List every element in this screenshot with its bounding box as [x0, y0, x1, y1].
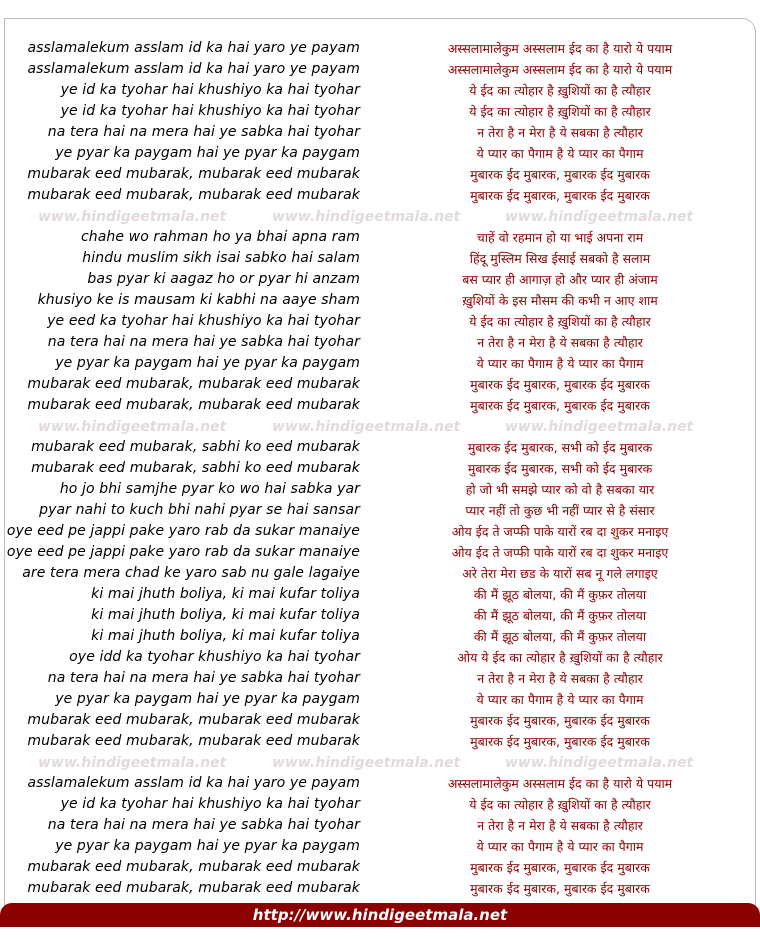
lyric-line-hindi: की मैं झूठ बोलया, की मैं कुफ़र तोलया: [473, 587, 647, 602]
lyric-row: [0, 290, 760, 311]
lyric-line-hindi: प्यार नहीं तो कुछ भी नहीं प्यार से है संसार: [465, 503, 655, 518]
lyric-line-hindi: की मैं झूठ बोलया, की मैं कुफ़र तोलया: [473, 629, 647, 644]
lyric-row: [0, 395, 760, 416]
lyric-line-english: asslamalekum asslam id ka hai yaro ye payam: [27, 40, 360, 56]
lyric-row: [0, 101, 760, 122]
bottom-strip: [0, 927, 760, 939]
footer-url-link[interactable]: http://www.hindigeetmala.net: [252, 906, 508, 924]
lyric-line-english: ye id ka tyohar hai khushiyo ka hai tyohar: [60, 82, 360, 98]
lyric-line-hindi: ये प्यार का पैगाम है ये प्यार का पैगाम: [476, 839, 644, 854]
lyric-line-english: ye pyar ka paygam hai ye pyar ka paygam: [55, 838, 360, 854]
lyric-row: [0, 605, 760, 626]
lyric-line-english: ki mai jhuth boliya, ki mai kufar toliya: [91, 628, 360, 644]
lyric-line-english: ho jo bhi samjhe pyar ko wo hai sabka yar: [59, 481, 360, 497]
lyric-row: [0, 731, 760, 752]
lyric-line-english: mubarak eed mubarak, sabhi ko eed mubarak: [31, 439, 360, 455]
lyric-row: [0, 80, 760, 101]
lyric-line-hindi: अस्सलामालेकुम अस्सलाम ईद का है यारो ये पयाम: [447, 41, 673, 56]
lyric-line-english: asslamalekum asslam id ka hai yaro ye payam: [27, 775, 360, 791]
watermark-text: www.hindigeetmala.net: [272, 419, 461, 435]
lyric-line-hindi: मुबारक ईद मुबारक, मुबारक ईद मुबारक: [470, 713, 650, 728]
lyric-line-hindi: मुबारक ईद मुबारक, मुबारक ईद मुबारक: [470, 881, 650, 896]
watermark-text: www.hindigeetmala.net: [272, 755, 461, 771]
lyric-line-english: ye pyar ka paygam hai ye pyar ka paygam: [55, 691, 360, 707]
lyric-row: [0, 878, 760, 899]
lyric-line-english: oye eed pe jappi pake yaro rab da sukar manaiye: [6, 523, 360, 539]
watermark-text: www.hindigeetmala.net: [505, 209, 694, 225]
lyric-line-hindi: ओय ईद ते जप्फी पाके यारों रब दा शुकर मनाइए: [451, 545, 669, 560]
lyric-line-hindi: न तेरा है न मेरा है ये सबका है त्यौहार: [477, 125, 643, 140]
watermark-text: www.hindigeetmala.net: [38, 755, 227, 771]
lyric-line-hindi: मुबारक ईद मुबारक, मुबारक ईद मुबारक: [470, 377, 650, 392]
lyric-line-english: mubarak eed mubarak, sabhi ko eed mubarak: [31, 460, 360, 476]
lyric-line-hindi: हिंदू मुस्लिम सिख ईसाई सबको है सलाम: [469, 251, 651, 266]
lyric-line-hindi: अरे तेरा मेरा छड के यारों सब नू गले लगाइए: [462, 566, 658, 581]
lyric-line-hindi: न तेरा है न मेरा है ये सबका है त्यौहार: [477, 818, 643, 833]
lyric-row: [0, 248, 760, 269]
lyric-line-english: ye eed ka tyohar hai khushiyo ka hai tyohar: [47, 313, 360, 329]
lyric-row: [0, 38, 760, 59]
lyric-line-english: oye eed pe jappi pake yaro rab da sukar manaiye: [6, 544, 360, 560]
lyric-row: [0, 836, 760, 857]
lyric-line-hindi: मुबारक ईद मुबारक, मुबारक ईद मुबारक: [470, 167, 650, 182]
lyric-row: [0, 143, 760, 164]
lyric-row: [0, 437, 760, 458]
lyric-row: [0, 311, 760, 332]
lyric-line-english: mubarak eed mubarak, mubarak eed mubarak: [27, 733, 360, 749]
lyric-line-hindi: ये ईद का त्योहार है ख़ुशियों का है त्यौहार: [469, 797, 651, 812]
watermark-text: www.hindigeetmala.net: [272, 209, 461, 225]
lyric-row: [0, 584, 760, 605]
lyric-line-hindi: हो जो भी समझे प्यार को वो है सबका यार: [465, 482, 655, 497]
lyric-line-hindi: ये प्यार का पैगाम है ये प्यार का पैगाम: [476, 356, 644, 371]
lyric-row: [0, 353, 760, 374]
watermark-text: www.hindigeetmala.net: [505, 755, 694, 771]
watermark-row: [0, 207, 760, 227]
lyric-line-hindi: मुबारक ईद मुबारक, मुबारक ईद मुबारक: [470, 188, 650, 203]
lyric-row: [0, 689, 760, 710]
lyric-line-hindi: की मैं झूठ बोलया, की मैं कुफ़र तोलया: [473, 608, 647, 623]
lyric-line-english: na tera hai na mera hai ye sabka hai tyohar: [47, 124, 360, 140]
lyric-line-hindi: ये ईद का त्योहार है ख़ुशियों का है त्यौहार: [469, 104, 651, 119]
lyric-row: [0, 500, 760, 521]
lyric-row: [0, 227, 760, 248]
lyric-row: [0, 374, 760, 395]
lyric-line-hindi: ख़ुशियों के इस मौसम की कभी न आए शाम: [462, 293, 658, 308]
lyric-line-english: mubarak eed mubarak, mubarak eed mubarak: [27, 376, 360, 392]
lyric-line-hindi: मुबारक ईद मुबारक, मुबारक ईद मुबारक: [470, 398, 650, 413]
lyric-line-hindi: ये प्यार का पैगाम है ये प्यार का पैगाम: [476, 146, 644, 161]
lyric-line-hindi: मुबारक ईद मुबारक, मुबारक ईद मुबारक: [470, 734, 650, 749]
lyric-line-hindi: बस प्यार ही आगाज़ हो और प्यार ही अंजाम: [462, 272, 658, 287]
lyric-row: [0, 710, 760, 731]
lyric-row: [0, 626, 760, 647]
lyric-row: [0, 521, 760, 542]
lyric-line-hindi: अस्सलामालेकुम अस्सलाम ईद का है यारो ये पयाम: [447, 776, 673, 791]
lyric-row: [0, 269, 760, 290]
lyric-row: [0, 773, 760, 794]
lyric-line-english: na tera hai na mera hai ye sabka hai tyohar: [47, 817, 360, 833]
lyric-row: [0, 479, 760, 500]
lyric-line-english: ye id ka tyohar hai khushiyo ka hai tyohar: [60, 796, 360, 812]
lyric-line-english: mubarak eed mubarak, mubarak eed mubarak: [27, 397, 360, 413]
lyric-row: [0, 815, 760, 836]
lyric-line-english: mubarak eed mubarak, mubarak eed mubarak: [27, 880, 360, 896]
footer-bar: [0, 903, 760, 927]
lyric-row: [0, 794, 760, 815]
lyric-line-english: ye pyar ka paygam hai ye pyar ka paygam: [55, 145, 360, 161]
lyric-line-hindi: ये ईद का त्योहार है ख़ुशियों का है त्यौहार: [469, 314, 651, 329]
lyric-line-english: oye idd ka tyohar khushiyo ka hai tyohar: [69, 649, 360, 665]
lyric-line-english: na tera hai na mera hai ye sabka hai tyohar: [47, 334, 360, 350]
lyric-row: [0, 542, 760, 563]
lyric-line-english: ye id ka tyohar hai khushiyo ka hai tyohar: [60, 103, 360, 119]
lyric-line-english: na tera hai na mera hai ye sabka hai tyohar: [47, 670, 360, 686]
watermark-text: www.hindigeetmala.net: [38, 209, 227, 225]
lyric-row: [0, 185, 760, 206]
watermark-row: [0, 753, 760, 773]
lyric-line-english: hindu muslim sikh isai sabko hai salam: [82, 250, 360, 266]
lyric-line-hindi: न तेरा है न मेरा है ये सबका है त्यौहार: [477, 335, 643, 350]
lyric-line-hindi: अस्सलामालेकुम अस्सलाम ईद का है यारो ये पयाम: [447, 62, 673, 77]
lyric-line-hindi: ओय ईद ते जप्फी पाके यारों रब दा शुकर मनाइए: [451, 524, 669, 539]
lyric-row: [0, 563, 760, 584]
lyric-row: [0, 668, 760, 689]
lyric-row: [0, 458, 760, 479]
lyric-line-english: ki mai jhuth boliya, ki mai kufar toliya: [91, 586, 360, 602]
lyric-line-english: mubarak eed mubarak, mubarak eed mubarak: [27, 859, 360, 875]
lyric-line-english: asslamalekum asslam id ka hai yaro ye payam: [27, 61, 360, 77]
lyric-line-english: chahe wo rahman ho ya bhai apna ram: [80, 229, 360, 245]
watermark-text: www.hindigeetmala.net: [505, 419, 694, 435]
lyric-line-hindi: ये प्यार का पैगाम है ये प्यार का पैगाम: [476, 692, 644, 707]
lyric-line-hindi: मुबारक ईद मुबारक, सभी को ईद मुबारक: [467, 461, 653, 476]
lyric-row: [0, 164, 760, 185]
lyric-line-english: pyar nahi to kuch bhi nahi pyar se hai sansar: [39, 502, 360, 518]
lyric-row: [0, 332, 760, 353]
watermark-row: [0, 417, 760, 437]
lyric-line-hindi: ये ईद का त्योहार है ख़ुशियों का है त्यौहार: [469, 83, 651, 98]
lyric-row: [0, 122, 760, 143]
lyric-line-english: bas pyar ki aagaz ho or pyar hi anzam: [87, 271, 360, 287]
lyric-row: [0, 647, 760, 668]
lyric-line-hindi: चाहें वो रहमान हो या भाई अपना राम: [476, 230, 644, 245]
lyric-line-english: mubarak eed mubarak, mubarak eed mubarak: [27, 166, 360, 182]
lyric-line-english: are tera mera chad ke yaro sab nu gale lagaiye: [22, 565, 360, 581]
lyric-line-english: ki mai jhuth boliya, ki mai kufar toliya: [91, 607, 360, 623]
lyric-line-english: mubarak eed mubarak, mubarak eed mubarak: [27, 187, 360, 203]
lyric-row: [0, 857, 760, 878]
lyric-line-hindi: न तेरा है न मेरा है ये सबका है त्यौहार: [477, 671, 643, 686]
lyric-line-english: ye pyar ka paygam hai ye pyar ka paygam: [55, 355, 360, 371]
lyric-line-hindi: मुबारक ईद मुबारक, सभी को ईद मुबारक: [467, 440, 653, 455]
lyric-line-hindi: ओय ये ईद का त्योहार है ख़ुशियों का है त्यौहार: [457, 650, 663, 665]
watermark-text: www.hindigeetmala.net: [38, 419, 227, 435]
lyric-line-hindi: मुबारक ईद मुबारक, मुबारक ईद मुबारक: [470, 860, 650, 875]
lyric-row: [0, 59, 760, 80]
lyric-line-english: mubarak eed mubarak, mubarak eed mubarak: [27, 712, 360, 728]
lyric-line-english: khusiyo ke is mausam ki kabhi na aaye sham: [37, 292, 360, 308]
